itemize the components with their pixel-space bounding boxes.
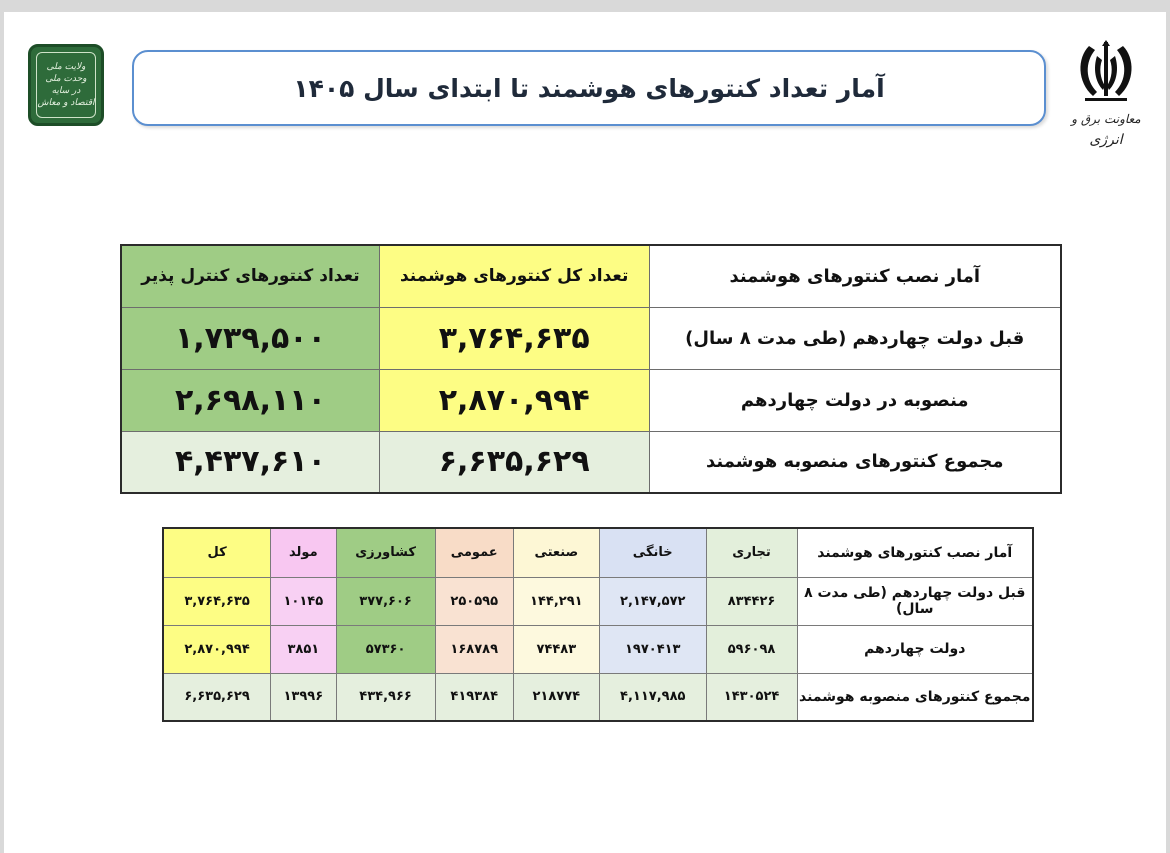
detail-cell-total: ۶,۶۳۵,۶۲۹ <box>163 673 271 721</box>
summary-row <box>121 307 1061 369</box>
iran-emblem-icon <box>1075 38 1137 104</box>
detail-row <box>163 577 1033 625</box>
summary-total-value: ۲,۸۷۰,۹۹۴ <box>379 369 649 431</box>
detail-header-agricultural: کشاورزی <box>336 528 435 577</box>
summary-row <box>121 431 1061 493</box>
summary-controllable-value: ۲,۶۹۸,۱۱۰ <box>121 369 379 431</box>
detail-header-industrial: صنعتی <box>513 528 599 577</box>
summary-header-row <box>121 245 1061 307</box>
ministry-logo <box>1066 38 1146 178</box>
summary-row-label: مجموع کنتورهای منصوبه هوشمند <box>649 431 1061 493</box>
ministry-line-2: انرژی <box>1089 132 1123 148</box>
summary-total-value: ۳,۷۶۴,۶۳۵ <box>379 307 649 369</box>
detail-header-public: عمومی <box>435 528 513 577</box>
detail-cell-generator: ۳۸۵۱ <box>271 625 336 673</box>
summary-row-label: قبل دولت چهاردهم (طی مدت ۸ سال) <box>649 307 1061 369</box>
summary-header-label: آمار نصب کنتورهای هوشمند <box>649 245 1061 307</box>
detail-cell-agricultural: ۵۷۳۶۰ <box>336 625 435 673</box>
detail-cell-agricultural: ۳۷۷,۶۰۶ <box>336 577 435 625</box>
detail-cell-commercial: ۱۴۳۰۵۲۴ <box>706 673 797 721</box>
summary-row <box>121 369 1061 431</box>
detail-cell-public: ۴۱۹۳۸۴ <box>435 673 513 721</box>
detail-row <box>163 625 1033 673</box>
detail-row-label: قبل دولت چهاردهم (طی مدت ۸ سال) <box>797 577 1033 625</box>
summary-table <box>120 244 1062 494</box>
detail-row <box>163 673 1033 721</box>
detail-row-label: دولت چهاردهم <box>797 625 1033 673</box>
detail-cell-residential: ۲,۱۴۷,۵۷۲ <box>599 577 706 625</box>
detail-cell-public: ۱۶۸۷۸۹ <box>435 625 513 673</box>
slogan-logo-text <box>36 52 96 118</box>
slide <box>4 12 1166 853</box>
detail-table <box>162 527 1034 722</box>
detail-cell-industrial: ۷۴۴۸۳ <box>513 625 599 673</box>
detail-header-total: کل <box>163 528 271 577</box>
detail-cell-residential: ۴,۱۱۷,۹۸۵ <box>599 673 706 721</box>
detail-header-residential: خانگی <box>599 528 706 577</box>
detail-cell-residential: ۱۹۷۰۴۱۳ <box>599 625 706 673</box>
slogan-line-2: وحدت ملی <box>45 74 87 84</box>
detail-cell-agricultural: ۴۳۴,۹۶۶ <box>336 673 435 721</box>
summary-controllable-value: ۱,۷۳۹,۵۰۰ <box>121 307 379 369</box>
summary-header-controllable: تعداد کنتورهای کنترل پذیر <box>121 245 379 307</box>
page-title: آمار تعداد کنتورهای هوشمند تا ابتدای سال ۱۴۰۵ <box>293 73 885 103</box>
detail-cell-public: ۲۵۰۵۹۵ <box>435 577 513 625</box>
detail-cell-commercial: ۵۹۶۰۹۸ <box>706 625 797 673</box>
title-box <box>132 50 1046 126</box>
detail-header-commercial: تجاری <box>706 528 797 577</box>
detail-cell-generator: ۱۳۹۹۶ <box>271 673 336 721</box>
detail-cell-total: ۳,۷۶۴,۶۳۵ <box>163 577 271 625</box>
summary-header-total: تعداد کل کنتورهای هوشمند <box>379 245 649 307</box>
slogan-line-3: در سایه <box>51 86 81 96</box>
summary-row-label: منصوبه در دولت چهاردهم <box>649 369 1061 431</box>
detail-header-generator: مولد <box>271 528 336 577</box>
detail-cell-generator: ۱۰۱۴۵ <box>271 577 336 625</box>
slogan-line-4: اقتصاد و معاش <box>37 98 95 108</box>
ministry-line-1: معاونت برق و <box>1071 112 1141 126</box>
detail-header-label: آمار نصب کنتورهای هوشمند <box>797 528 1033 577</box>
detail-cell-commercial: ۸۳۴۴۲۶ <box>706 577 797 625</box>
detail-cell-industrial: ۲۱۸۷۷۴ <box>513 673 599 721</box>
detail-cell-industrial: ۱۴۴,۲۹۱ <box>513 577 599 625</box>
summary-controllable-value: ۴,۴۳۷,۶۱۰ <box>121 431 379 493</box>
slogan-line-1: ولایت ملی <box>46 62 86 72</box>
summary-total-value: ۶,۶۳۵,۶۲۹ <box>379 431 649 493</box>
detail-row-label: مجموع کنتورهای منصوبه هوشمند <box>797 673 1033 721</box>
detail-header-row <box>163 528 1033 577</box>
detail-cell-total: ۲,۸۷۰,۹۹۴ <box>163 625 271 673</box>
slogan-logo <box>28 44 104 126</box>
